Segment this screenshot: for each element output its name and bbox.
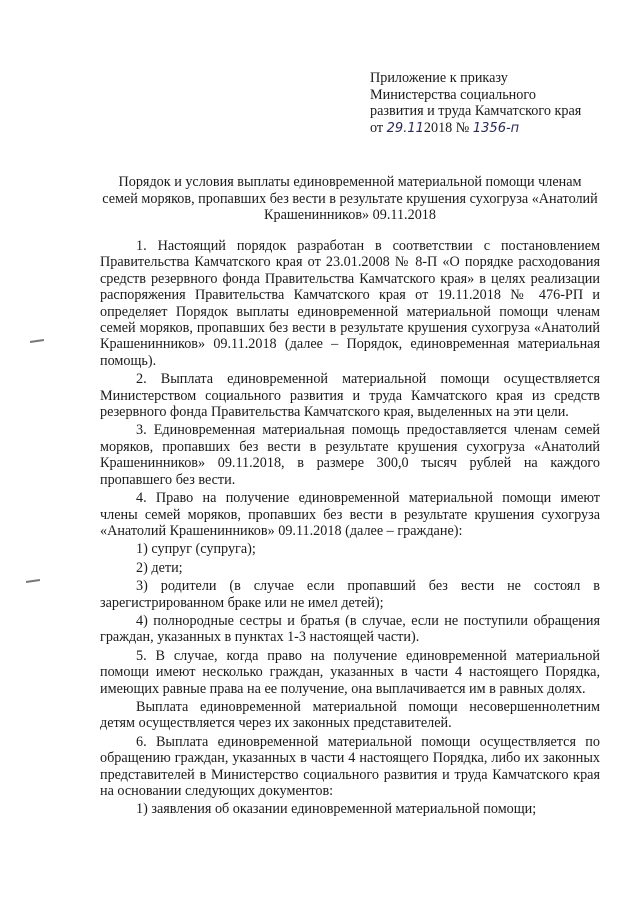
date-prefix: от xyxy=(370,119,384,136)
list-item-parents: 3) родители (в случае если пропавший без вести не состоял в зарегистрированном браке или не имел детей); xyxy=(100,578,600,611)
list-item-children: 2) дети; xyxy=(136,559,183,576)
paragraph-3: 3. Единовременная материальная помощь предоставляется членам семей моряков, пропавших без вести в результате крушения сухогруза «Анатолий Крашенинников» 09.11.2018, в размере 300,0 тысяч рублей на каждого пропавшего без вести. xyxy=(100,422,600,488)
date-year: 2018 xyxy=(423,119,453,136)
paragraph-2: 2. Выплата единовременной материальной помощи осуществляется Министерством социального развития и труда Камчатского края из средств резервного фонда Правительства Камчатского края, выделенных на эти цели. xyxy=(100,371,600,421)
handwritten-number: 1356-п xyxy=(472,120,520,136)
number-prefix: № xyxy=(455,119,470,136)
appendix-header xyxy=(370,70,610,137)
paragraph-4: 4. Право на получение единовременной материальной помощи имеют члены семей моряков, пропавших без вести в результате крушения сухогруза «Анатолий Крашенинников» 09.11.2018 (далее – граждане): xyxy=(100,490,600,539)
list-item-application: 1) заявления об оказании единовременной материальной помощи; xyxy=(136,801,537,818)
header-date-line xyxy=(370,120,610,138)
document-title: Порядок и условия выплаты единовременной материальной помощи членам семей моряков, пропавших без вести в результате крушения сухогруза «Анатолий Крашенинников» 09.11.2018 xyxy=(102,174,598,223)
paragraph-5-minors: Выплата единовременной материальной помощи несовершеннолетним детям осуществляется через их законных представителей. xyxy=(100,698,600,732)
header-line-1: Приложение к приказу xyxy=(370,70,508,86)
margin-punch-mark xyxy=(30,339,44,343)
list-item-siblings: 4) полнородные сестры и братья (в случае, если не поступили обращения граждан, указанных в пунктах 1-3 настоящей части). xyxy=(100,612,600,646)
paragraph-5: 5. В случае, когда право на получение единовременной материальной помощи имеют несколько граждан, указанных в части 4 настоящего Порядка, имеющих равные права на ее получение, она выплачивается им в равных долях. xyxy=(100,647,600,697)
handwritten-date: 29.11 xyxy=(386,120,424,136)
paragraph-1: 1. Настоящий порядок разработан в соответствии с постановлением Правительства Камчатского края от 23.01.2008 № 8-П «О порядке расходования средств резервного фонда Правительства Камчатского края» в целях реализации распоряжения Правительства Камчатского края от 19.11.2018 № 476-РП и определяет Порядок выплаты единовременной материальной помощи членам семей моряков, пропавших без вести в результате крушения сухогруза «Анатолий Крашенинников» 09.11.2018 (далее – Порядок, единовременная материальная помощь). xyxy=(100,238,600,369)
margin-punch-mark xyxy=(26,579,40,583)
header-line-3: развития и труда Камчатского края xyxy=(370,103,582,119)
header-line-2: Министерства социального xyxy=(370,86,536,103)
list-item-spouse: 1) супруг (супруга); xyxy=(136,541,256,558)
paragraph-6: 6. Выплата единовременной материальной помощи осуществляется по обращению граждан, указанных в части 4 настоящего Порядка, либо их законных представителей в Министерство социального развития и труда Камчатского края на основании следующих документов: xyxy=(100,733,600,799)
document-body xyxy=(100,238,600,820)
